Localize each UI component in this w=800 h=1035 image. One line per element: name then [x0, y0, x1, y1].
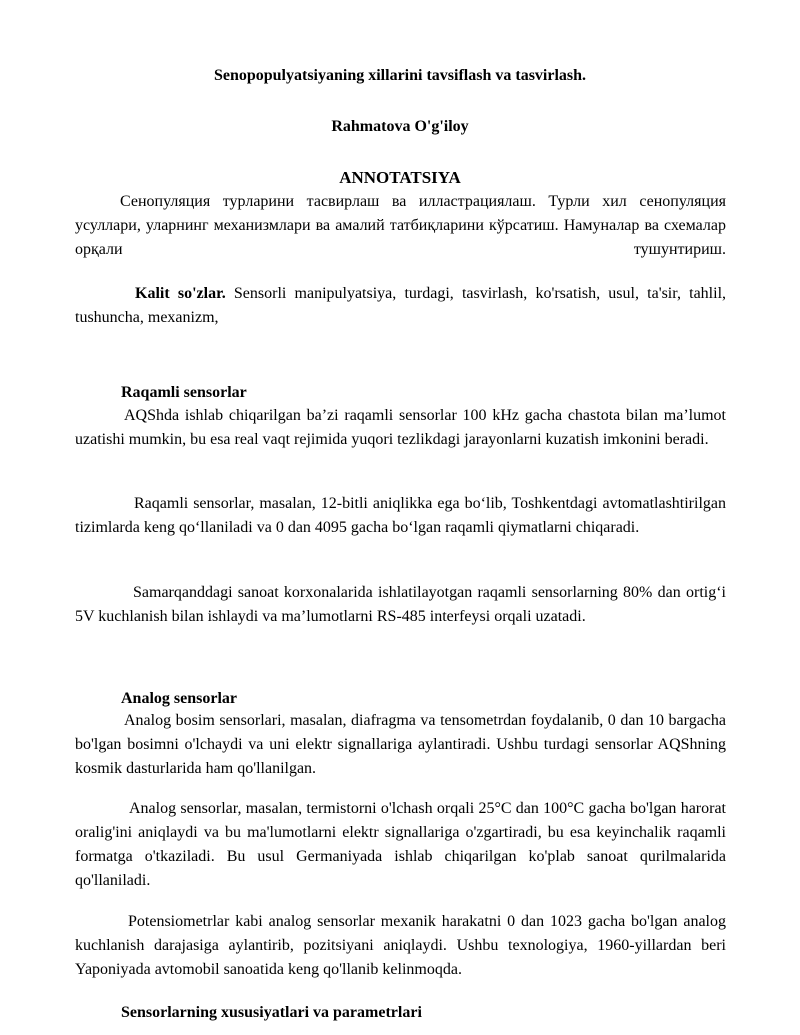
keywords-label: Kalit so'zlar. — [135, 285, 226, 302]
document-title: Senopopulyatsiyaning xillarini tavsiflash va tasvirlash. — [213, 67, 587, 84]
paragraph-digital-2: Raqamli sensorlar, masalan, 12-bitli aniqlikka ega bo‘lib, Toshkentdagi avtomatlashtirilgan tizimlarda keng qo‘llaniladi va 0 dan 4095 gacha bo‘lgan raqamli qiymatlarni chiqaradi. — [75, 495, 726, 536]
keywords-text: Sensorli manipulyatsiya, turdagi, tasvirlash, ko'rsatish, usul, ta'sir, tahlil, tushuncha, mexanizm, — [75, 285, 727, 326]
section-heading-digital: Raqamli sensorlar — [121, 384, 247, 401]
annotation-heading: ANNOTATSIYA — [339, 168, 461, 187]
document-author: Rahmatova O'g'iloy — [331, 118, 469, 135]
annotation-paragraph: Сенопуляция турларини тасвирлаш ва иллаcтрациялаш. Турли хил сенопуляция усуллари, уларнинг механизмлари ва амалий татбиқларини кўрсатиш. Намуналар ва схемалар орқали тушунтириш. — [75, 193, 726, 258]
paragraph-analog-2: Analog sensorlar, masalan, termistorni o'lchash orqali 25°C dan 100°C gacha bo'lgan harorat oralig'ini aniqlaydi va bu ma'lumotlarni elektr signallariga o'zgartiradi, bu esa keyinchalik raqamli formatga o'tkaziladi. Bu usul Germaniyada ishlab chiqarilgan ko'plab sanoat qurilmalarida qo'llaniladi. — [75, 800, 726, 889]
paragraph-digital-3: Samarqanddagi sanoat korxonalarida ishlatilayotgan raqamli sensorlarning 80% dan ortig‘i 5V kuchlanish bilan ishlaydi va ma’lumotlarni RS-485 interfeysi orqali uzatadi. — [75, 584, 726, 625]
paragraph-analog-3: Potensiometrlar kabi analog sensorlar mexanik harakatni 0 dan 1023 gacha bo'lgan analog kuchlanish darajasiga aylantirib, pozitsiyani aniqlaydi. Ushbu texnologiya, 1960-yillardan beri Yaponiyada avtomobil sanoatida keng qo'llanib kelinmoqda. — [75, 913, 726, 978]
paragraph-digital-1: AQShda ishlab chiqarilgan ba’zi raqamli sensorlar 100 kHz gacha chastota bilan ma’lumot uzatishi mumkin, bu esa real vaqt rejimida yuqori tezlikdagi jarayonlarni kuzatish imkonini beradi. — [75, 407, 726, 448]
section-heading-analog: Analog sensorlar — [121, 690, 237, 707]
keywords-paragraph — [75, 282, 726, 330]
section-heading-characteristics: Sensorlarning xususiyatlari va parametrlari — [121, 1004, 422, 1021]
paragraph-analog-1: Analog bosim sensorlari, masalan, diafragma va tensometrdan foydalanib, 0 dan 10 bargacha bo'lgan bosimni o'lchaydi va uni elektr signallariga aylantiradi. Ushbu turdagi sensorlar AQShning kosmik dasturlarida ham qo'llanilgan. — [75, 712, 726, 777]
